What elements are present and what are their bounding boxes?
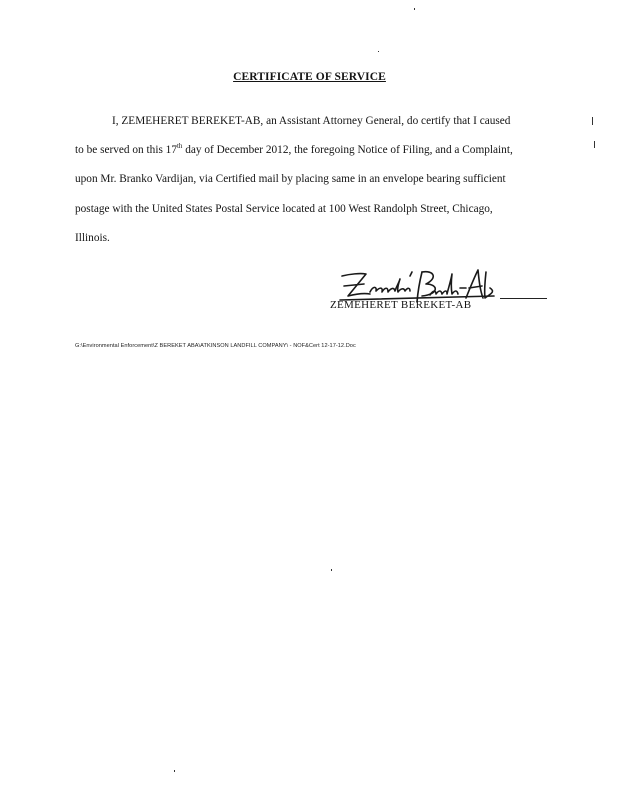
- file-path-footer: G:\Environmental Enforcement\Z BEREKET ABA\ATKINSON LANDFILL COMPANY\ - NOF&Cert 12-17-12.Doc: [75, 343, 356, 349]
- ordinal-suffix: th: [176, 142, 183, 151]
- body-line-5: Illinois.: [75, 232, 110, 244]
- margin-mark: [592, 117, 593, 125]
- signature-line: [500, 298, 547, 299]
- body-line-1: I, ZEMEHERET BEREKET-AB, an Assistant Attorney General, do certify that I caused: [112, 115, 511, 127]
- body-line-2: [75, 144, 513, 156]
- body-line-2-end: day of December 2012, the foregoing Notice of Filing, and a Complaint,: [182, 144, 513, 156]
- document-title: CERTIFICATE OF SERVICE: [233, 71, 386, 83]
- signer-name: ZEMEHERET BEREKET-AB: [330, 299, 472, 311]
- scan-speck: [174, 770, 175, 772]
- body-line-4: postage with the United States Postal Service located at 100 West Randolph Street, Chicago,: [75, 203, 493, 215]
- margin-mark: [594, 141, 595, 148]
- body-line-2-start: to be served on this 17: [75, 144, 177, 156]
- body-line-3: upon Mr. Branko Vardijan, via Certified mail by placing same in an envelope bearing sufficient: [75, 173, 506, 185]
- scan-speck: [331, 569, 332, 571]
- scan-speck: [378, 51, 379, 52]
- scan-speck: [414, 8, 415, 10]
